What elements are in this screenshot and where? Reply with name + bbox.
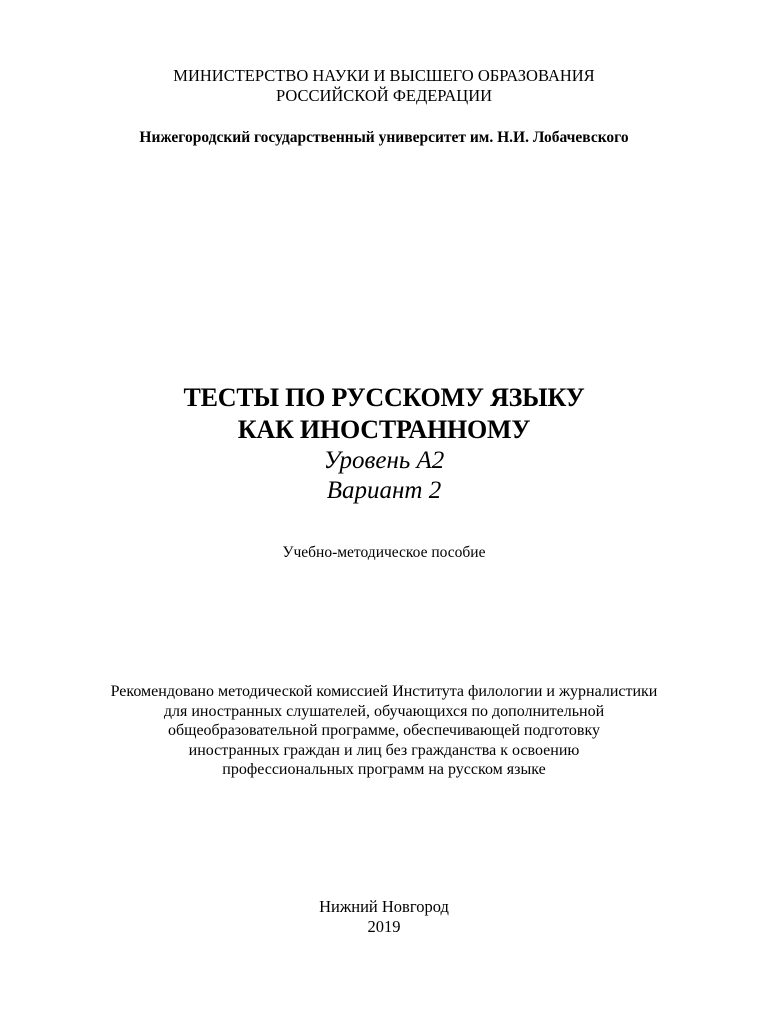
city-name: Нижний Новгород (319, 897, 449, 916)
recommendation-line-2: для иностранных слушателей, обучающихся по дополнительной (163, 702, 605, 720)
variant-label: Вариант 2 (326, 477, 442, 504)
recommendation-block (0, 682, 768, 780)
recommendation-line-4: иностранных граждан и лиц без гражданства к освоению (188, 741, 580, 759)
ministry-heading (0, 66, 768, 106)
book-title-line-2: КАК ИНОСТРАННОМУ (237, 415, 531, 444)
level-label: Уровень А2 (323, 447, 445, 474)
imprint (0, 897, 768, 937)
ministry-line-2: РОССИЙСКОЙ ФЕДЕРАЦИИ (275, 86, 493, 105)
recommendation-line-3: общеобразовательной программе, обеспечивающей подготовку (167, 722, 600, 739)
recommendation-line-1: Рекомендовано методической комиссией Института филологии и журналистики (110, 683, 658, 700)
ministry-line-1: МИНИСТЕРСТВО НАУКИ И ВЫСШЕГО ОБРАЗОВАНИЯ (173, 66, 595, 85)
publication-year: 2019 (367, 917, 401, 936)
book-title-line-1: ТЕСТЫ ПО РУССКОМУ ЯЗЫКУ (183, 383, 585, 412)
book-subtitle (0, 446, 768, 506)
recommendation-line-5: профессиональных программ на русском языке (222, 761, 546, 778)
university-name: Нижегородский государственный университет им. Н.И. Лобачевского (139, 129, 629, 146)
book-title (0, 382, 768, 446)
document-type: Учебно-методическое пособие (282, 544, 486, 561)
